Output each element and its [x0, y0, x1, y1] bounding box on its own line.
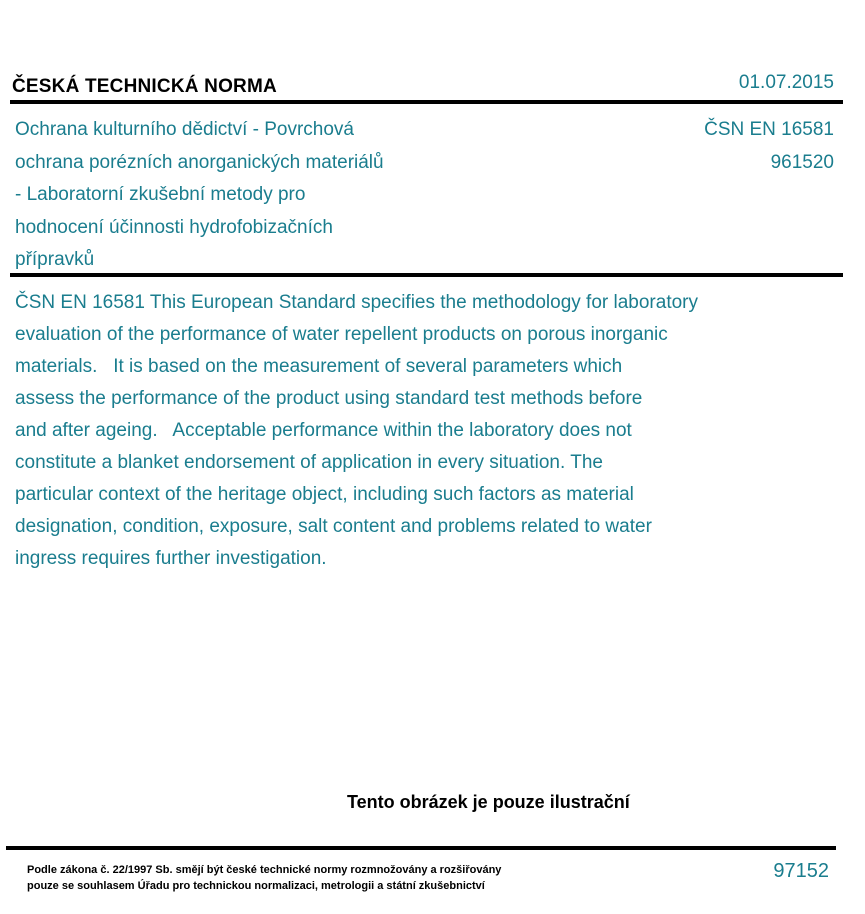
document-type-heading: ČESKÁ TECHNICKÁ NORMA	[12, 76, 277, 97]
header-divider	[10, 100, 843, 104]
standard-title-line: ochrana porézních anorganických materiálů	[15, 151, 384, 173]
standard-code: ČSN EN 16581	[704, 119, 834, 140]
abstract-line: ČSN EN 16581 This European Standard specifies the methodology for laboratory	[15, 292, 698, 313]
publication-date: 01.07.2015	[738, 72, 834, 93]
standard-title-line: - Laboratorní zkušební metody pro	[15, 184, 306, 205]
abstract	[15, 287, 815, 575]
illustration-note: Tento obrázek je pouze ilustrační	[347, 792, 630, 812]
legal-notice	[27, 862, 501, 894]
abstract-line: evaluation of the performance of water repellent products on porous inorganic	[15, 324, 668, 345]
abstract-line: assess the performance of the product using standard test methods before	[15, 388, 643, 409]
standard-title-line: hodnocení účinnosti hydrofobizačních	[15, 216, 333, 238]
title-divider	[10, 273, 843, 277]
abstract-line: and after ageing. Acceptable performance within the laboratory does not	[15, 420, 632, 441]
standard-title-line: Ochrana kulturního dědictví - Povrchová	[15, 119, 355, 140]
abstract-line: particular context of the heritage object, including such factors as material	[15, 484, 634, 505]
abstract-line: constitute a blanket endorsement of application in every situation. The	[15, 452, 603, 473]
standard-title	[15, 114, 455, 277]
legal-notice-line: Podle zákona č. 22/1997 Sb. smějí být české technické normy rozmnožovány a rozšiřovány	[27, 864, 502, 876]
abstract-line: designation, condition, exposure, salt content and problems related to water	[15, 516, 652, 537]
abstract-line: materials. It is based on the measurement of several parameters which	[15, 356, 623, 377]
legal-notice-line: pouze se souhlasem Úřadu pro technickou normalizaci, metrologii a státní zkušebnictví	[27, 880, 485, 892]
abstract-line: ingress requires further investigation.	[15, 548, 327, 569]
catalog-number: 97152	[773, 860, 829, 882]
standard-identifier	[704, 114, 834, 179]
footer-divider	[6, 846, 836, 850]
class-number: 961520	[770, 151, 834, 173]
standard-title-line: přípravků	[15, 249, 95, 270]
